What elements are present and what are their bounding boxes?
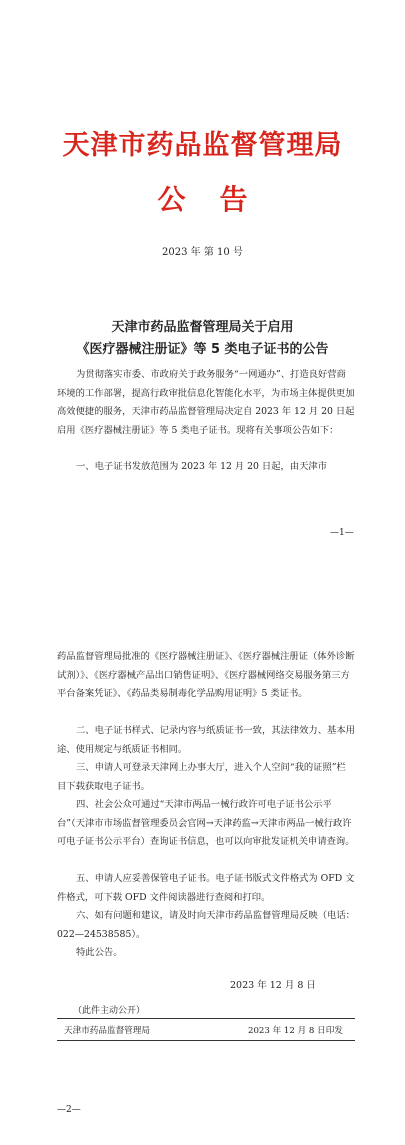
document-title-line-1: 天津市药品监督管理局关于启用	[111, 320, 294, 335]
item-6: 六、如有问题和建议，请及时向天津市药品监督管理局反映（电话：022—24538585）。	[57, 910, 355, 940]
item-2: 二、电子证书样式、记录内容与纸质证书一致，其法律效力、基本用途、使用规定与纸质证书相同。	[57, 725, 355, 755]
document-title-line-2: 《医疗器械注册证》等 5 类电子证书的公告	[76, 342, 329, 357]
public-disclosure-note: （此件主动公开）	[73, 1006, 146, 1016]
document-number: 2023 年 第 10 号	[162, 247, 243, 258]
item-1-start: 一、电子证书发放范围为 2023 年 12 月 20 日起，由天津市	[76, 461, 327, 472]
page-number-2: —2—	[57, 1105, 81, 1115]
page-number-1: —1—	[330, 528, 354, 538]
closing-line: 特此公告。	[76, 947, 123, 958]
item-3: 三、申请人可登录天津网上办事大厅，进入个人空间“我的证照”栏目下载获取电子证书。	[57, 762, 346, 792]
signing-date: 2023 年 12 月 8 日	[230, 980, 316, 991]
footer-top-rule	[57, 1018, 355, 1019]
footer-bottom-rule	[57, 1040, 355, 1041]
item-4: 四、社会公众可通过“天津市两品一械行政许可电子证书公示平台”（天津市市场监督管理委员会官网→天津药监→天津市两品一械行政许可电子证书公示平台）查询证书信息，也可以向审批发证机关申请查询。	[57, 799, 355, 847]
item-5: 五、申请人应妥善保管电子证书。电子证书版式文件格式为 OFD 文件格式，可下载 OFD 文件阅读器进行查阅和打印。	[57, 873, 355, 903]
item-1-continued: 药品监督管理局批准的《医疗器械注册证》、《医疗器械注册证（体外诊断试剂）》、《医疗器械产品出口销售证明》、《医疗器械网络交易服务第三方平台备案凭证》、《药品类易制毒化学品购用证明》5 类证书。	[57, 651, 355, 699]
issuing-authority-title: 天津市药品监督管理局	[62, 130, 343, 161]
footer-issuing-org: 天津市药品监督管理局	[64, 1026, 150, 1036]
announcement-heading: 公告	[157, 183, 282, 216]
footer-print-date: 2023 年 12 月 8 日印发	[248, 1026, 343, 1036]
intro-paragraph: 为贯彻落实市委、市政府关于政务服务“一网通办”、打造良好营商环境的工作部署，提高行政审批信息化智能化水平，为市场主体提供更加高效便捷的服务，天津市药品监督管理局决定自 2023 年 12 月 20 日起启用《医疗器械注册证》等 5 类电子证书。现将有关事项公告如下：	[57, 369, 355, 436]
